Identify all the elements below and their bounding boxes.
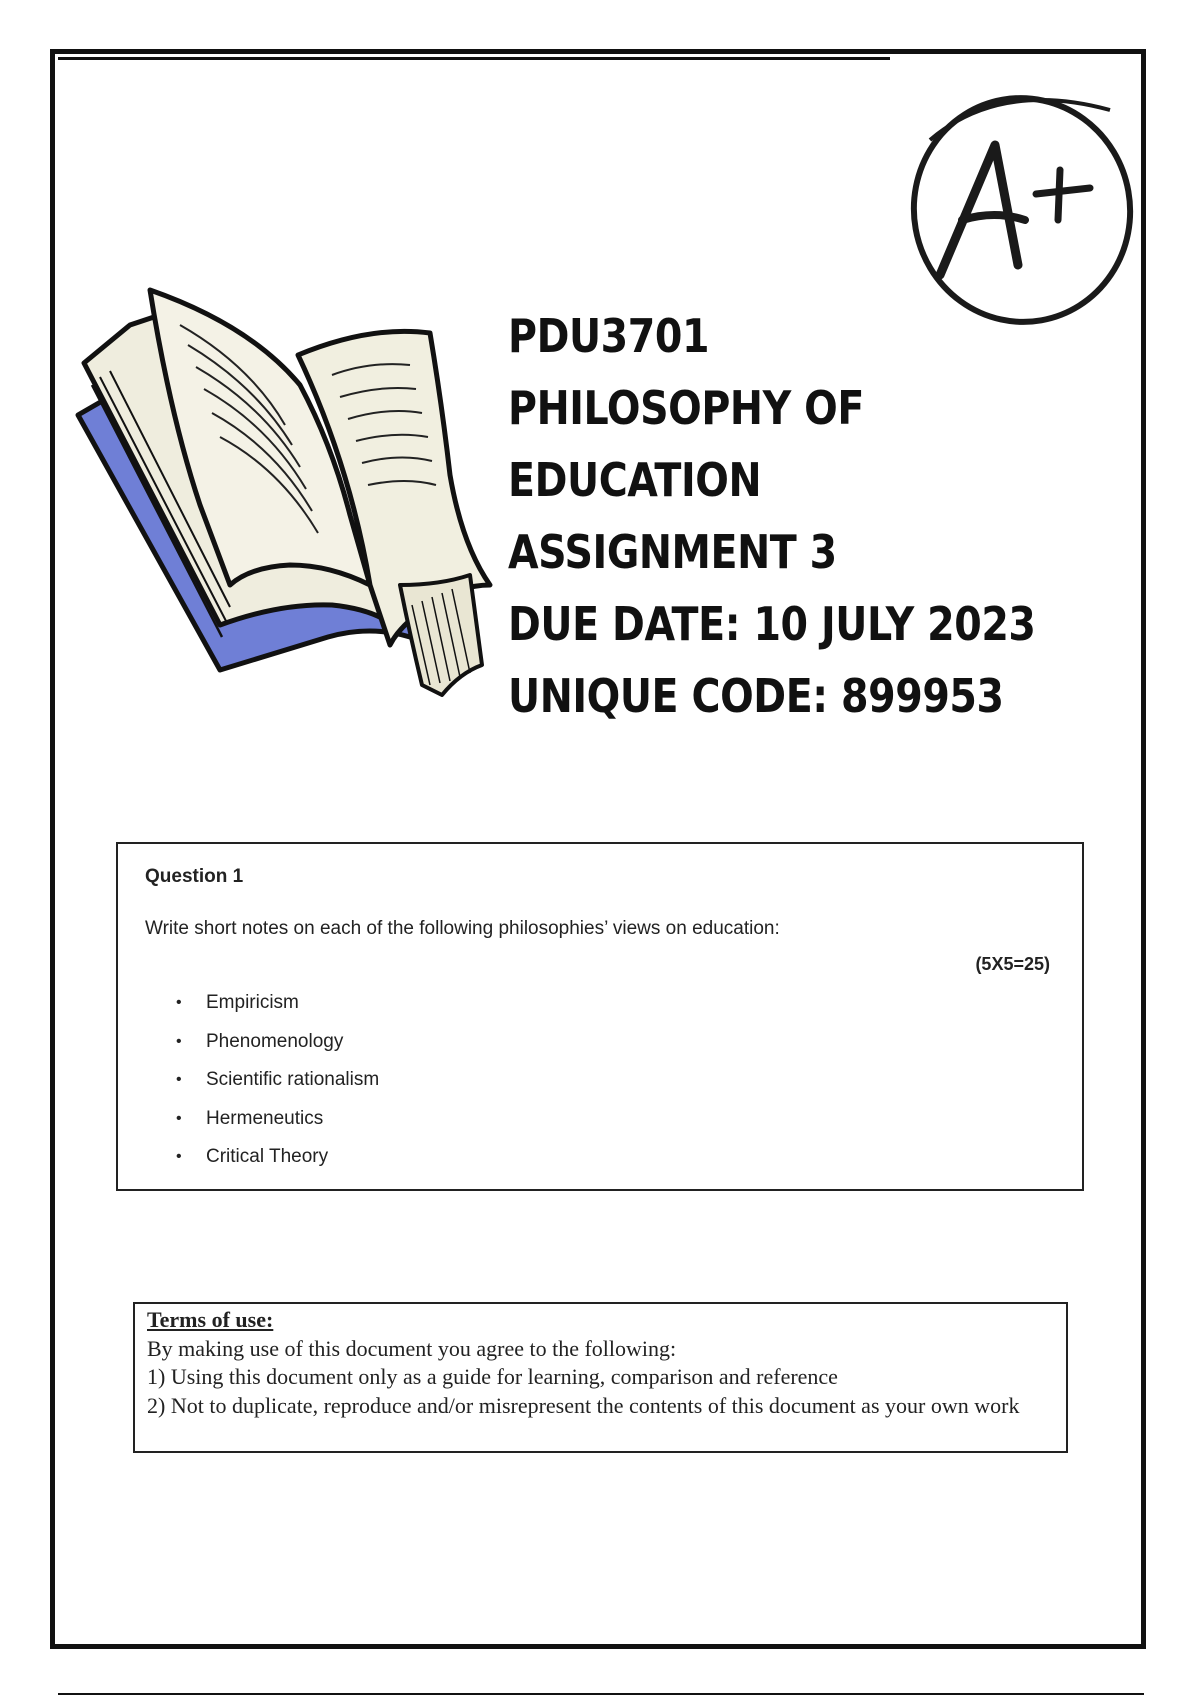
list-item — [176, 984, 379, 1023]
list-item — [176, 1023, 379, 1062]
question-items — [176, 984, 379, 1177]
terms-line: By making use of this document you agree to the following: — [147, 1335, 677, 1361]
course-name-line-2: EDUCATION — [508, 453, 762, 507]
grade-stamp-text: A+ — [900, 70, 902, 71]
list-item — [176, 1100, 379, 1139]
bullet-icon: • — [176, 1032, 182, 1050]
bullet-icon: • — [176, 994, 182, 1011]
due-date: DUE DATE: 10 JULY 2023 — [508, 597, 1036, 651]
open-book-icon — [70, 285, 500, 725]
course-code: PDU3701 — [508, 309, 710, 363]
list-item — [176, 1138, 379, 1177]
assignment-number: ASSIGNMENT 3 — [508, 525, 837, 579]
list-item-label: Hermeneutics — [206, 1107, 324, 1129]
question-marks: (5X5=25) — [975, 954, 1050, 974]
terms-box — [133, 1302, 1068, 1453]
bottom-rule — [58, 1693, 1144, 1695]
title-block — [508, 300, 1108, 732]
bullet-icon: • — [176, 1071, 182, 1088]
unique-code: UNIQUE CODE: 899953 — [508, 669, 1004, 723]
bullet-icon: • — [176, 1109, 182, 1127]
list-item-label: Phenomenology — [206, 1030, 344, 1052]
course-name-line-1: PHILOSOPHY OF — [508, 381, 864, 435]
terms-heading: Terms of use: — [147, 1307, 274, 1332]
list-item-label: Empiricism — [206, 992, 299, 1013]
question-box — [116, 842, 1084, 1191]
question-title: Question 1 — [145, 866, 244, 887]
list-item-label: Critical Theory — [206, 1146, 329, 1167]
list-item — [176, 1061, 379, 1100]
terms-line: 2) Not to duplicate, reproduce and/or misrepresent the contents of this document as your own work — [147, 1392, 1020, 1418]
question-text: Write short notes on each of the following philosophies’ views on education: — [145, 918, 780, 939]
terms-line: 1) Using this document only as a guide for learning, comparison and reference — [147, 1364, 838, 1389]
grade-stamp-icon — [900, 70, 1150, 330]
bullet-icon: • — [176, 1148, 182, 1165]
list-item-label: Scientific rationalism — [206, 1069, 380, 1090]
